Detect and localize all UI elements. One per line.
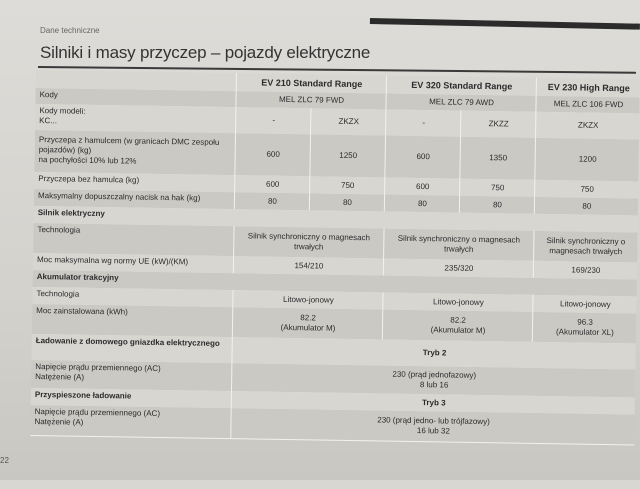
spec-table <box>30 70 640 489</box>
cell: 600 <box>234 133 311 176</box>
section-label: Dane techniczne <box>40 26 100 35</box>
row-label: Przyczepa z hamulcem (w granicach DMC zespołu pojazdów) (kg) na pochyłości 10% lub 12% <box>38 135 220 166</box>
row-label: Moc maksymalna wg normy UE (kW)/(KM) <box>36 255 189 267</box>
cell: MEL ZLC 106 FWD <box>535 96 640 114</box>
cell: 1200 <box>534 138 640 182</box>
cell: 235/320 <box>383 258 534 277</box>
cell: MEL ZLC 79 FWD <box>235 91 386 109</box>
row-label: Napięcie prądu przemiennego (AC) Natężenie (A) <box>34 407 161 427</box>
cell: 1250 <box>309 134 386 177</box>
cell: 82.2 (Akumulator M) <box>382 309 533 341</box>
cell: - <box>385 109 461 136</box>
column-ev230: EV 230 High Range <box>536 78 640 98</box>
cell: Tryb 3 <box>231 391 636 414</box>
cell: Silnik synchroniczny o magnesach trwałych <box>233 226 383 258</box>
section-heading: Silnik elektryczny <box>37 208 105 219</box>
header-bar <box>370 18 640 30</box>
page-number: 22 <box>0 456 9 465</box>
row-label: Kody modeli: KC... <box>39 106 86 126</box>
row-label: Napięcie prądu przemiennego (AC) Natężenie (A) <box>35 362 161 382</box>
section-heading: Przyspieszone ładowanie <box>34 390 132 401</box>
cell: - <box>235 107 311 134</box>
section-heading: Ładowanie z domowego gniazdka elektrycznego <box>35 336 220 348</box>
cell: 600 <box>384 135 461 178</box>
cell: 600 <box>384 177 460 195</box>
cell: 750 <box>534 180 639 199</box>
row-label: Kody <box>39 90 58 100</box>
column-ev320: EV 320 Standard Range <box>386 75 537 95</box>
cell: 750 <box>459 179 535 197</box>
cell: MEL ZLC 79 AWD <box>385 93 536 111</box>
cell: ZKZZ <box>460 111 536 138</box>
cell: Litowo-jonowy <box>382 292 533 311</box>
cell: 82.2 (Akumulator M) <box>232 307 383 339</box>
cell: 154/210 <box>233 256 384 275</box>
cell: 96.3 (Akumulator XL) <box>532 312 637 344</box>
cell: Silnik synchroniczny o magnesach trwałych <box>383 228 533 260</box>
column-ev210: EV 210 Standard Range <box>236 73 387 93</box>
cell: 230 (prąd jedno- lub trójfazowy) 16 lub 32 <box>230 408 635 444</box>
cell: 600 <box>234 175 310 193</box>
cell: 80 <box>234 192 310 210</box>
section-heading: Akumulator trakcyjny <box>36 272 119 283</box>
cell: 80 <box>534 197 639 216</box>
cell: 80 <box>309 193 385 211</box>
row-label: Maksymalny dopuszczalny nacisk na hak (kg) <box>37 191 201 203</box>
row-label: Przyczepa bez hamulca (kg) <box>38 174 140 185</box>
cell: ZKZX <box>310 108 386 135</box>
cell: Tryb 2 <box>231 337 636 369</box>
cell: Litowo-jonowy <box>232 290 383 309</box>
cell: 750 <box>309 176 385 194</box>
row-label: Technologia <box>37 225 81 235</box>
cell: 169/230 <box>533 261 638 280</box>
page-title: Silniki i masy przyczep – pojazdy elektryczne <box>40 43 371 62</box>
row-label: Moc zainstalowana (kWh) <box>36 306 128 317</box>
cell: ZKZX <box>535 112 640 140</box>
cell: Silnik synchroniczny o magnesach trwałych <box>533 231 637 263</box>
cell: 1350 <box>459 137 536 180</box>
cell: 230 (prąd jednofazowy) 8 lub 16 <box>231 363 636 397</box>
cell: Litowo-jonowy <box>532 295 637 314</box>
cell: 80 <box>459 196 535 214</box>
cell: 80 <box>384 194 460 212</box>
row-label: Technologia <box>36 289 80 299</box>
